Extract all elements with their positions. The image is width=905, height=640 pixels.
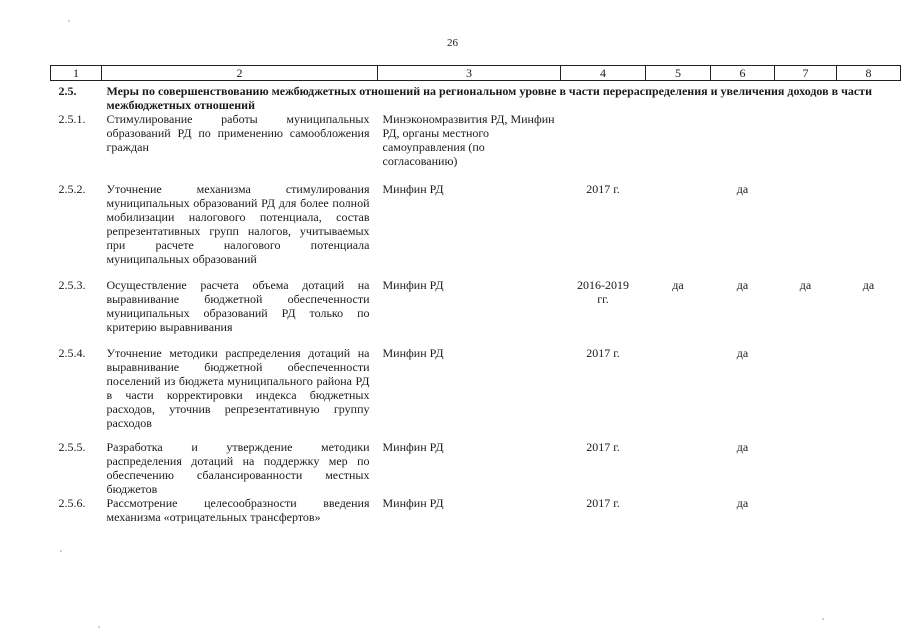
flag-col-8: [837, 182, 901, 278]
table-row: [51, 440, 901, 496]
flag-col-6: да: [736, 182, 749, 196]
col-header-6: 6: [711, 66, 775, 81]
table-row: [51, 496, 901, 530]
flag-col-6: да: [736, 496, 749, 510]
flag-col-7: [775, 496, 837, 530]
section-row: [51, 81, 901, 113]
deadline: 2017 г.: [586, 346, 620, 360]
flag-col-7: [775, 440, 837, 496]
flag-col-5: [646, 496, 711, 530]
table-row: [51, 278, 901, 346]
flag-col-8: [837, 112, 901, 182]
table-row: [51, 182, 901, 278]
col-header-7: 7: [775, 66, 837, 81]
flag-col-6: да: [736, 440, 749, 454]
measure-name: Осуществление расчета объема дотаций на выравнивание бюджетной обеспеченности муниципальных образований РД только по критерию выравнивания: [106, 278, 370, 334]
flag-col-6: да: [736, 346, 749, 360]
flag-col-8: [837, 346, 901, 440]
row-number: 2.5.4.: [58, 346, 86, 360]
measure-name: Стимулирование работы муниципальных образований РД по применению самообложения граждан: [106, 112, 370, 154]
scan-speck: [60, 550, 62, 552]
section-title: Меры по совершенствованию межбюджетных отношений на региональном уровне в части перераспределения и увеличения доходов в части межбюджетных отношений: [106, 84, 872, 112]
deadline: 2017 г.: [586, 182, 620, 196]
flag-col-7: [775, 182, 837, 278]
col-header-5: 5: [646, 66, 711, 81]
measure-name: Уточнение механизма стимулирования муниципальных образований РД для более полной мобилизации налогового потенциала, состав репрезентативных групп налогов, учитываемых при расчете налогового потенциала муниципальных образований: [106, 182, 370, 266]
flag-col-8: [837, 440, 901, 496]
scan-speck: [98, 626, 100, 628]
deadline: [561, 112, 646, 182]
col-header-3: 3: [378, 66, 561, 81]
responsible: Минфин РД: [382, 496, 444, 510]
flag-col-6: да: [736, 278, 749, 292]
col-header-8: 8: [837, 66, 901, 81]
measure-name: Рассмотрение целесообразности введения механизма «отрицательных трансфертов»: [106, 496, 370, 524]
flag-col-5: [646, 182, 711, 278]
flag-col-8: [837, 496, 901, 530]
plan-table: [50, 65, 901, 530]
responsible: Минфин РД: [382, 346, 444, 360]
scan-speck: [822, 618, 824, 620]
measure-name: Разработка и утверждение методики распределения дотаций на поддержку мер по обеспечению сбалансированности местных бюджетов: [106, 440, 370, 496]
flag-col-5: да: [672, 278, 684, 292]
col-header-4: 4: [561, 66, 646, 81]
table-row: [51, 346, 901, 440]
deadline: 2017 г.: [586, 496, 620, 510]
flag-col-5: [646, 346, 711, 440]
page-number: 26: [447, 37, 458, 49]
row-number: 2.5.3.: [58, 278, 86, 292]
table-row: [51, 112, 901, 182]
responsible: Минфин РД: [382, 440, 444, 454]
row-number: 2.5.1.: [58, 112, 86, 126]
measure-name: Уточнение методики распределения дотаций на выравнивание бюджетной обеспеченности поселений из бюджета муниципального района РД в части корректировки индекса бюджетных расходов, уточнив репрезентативную группу расходов: [106, 346, 370, 430]
responsible: Минфин РД: [382, 182, 444, 196]
responsible: Минфин РД: [382, 278, 444, 292]
flag-col-7: [775, 112, 837, 182]
flag-col-7: да: [799, 278, 812, 292]
flag-col-8: да: [862, 278, 875, 292]
flag-col-7: [775, 346, 837, 440]
scan-speck: [68, 20, 70, 22]
col-header-2: 2: [102, 66, 378, 81]
responsible: Минэкономразвития РД, Минфин РД, органы местного самоуправления (по согласованию): [382, 112, 555, 168]
section-number: 2.5.: [58, 84, 77, 98]
deadline: 2016-2019 гг.: [577, 278, 629, 306]
header-row: [51, 66, 901, 81]
deadline: 2017 г.: [586, 440, 620, 454]
row-number: 2.5.6.: [58, 496, 86, 510]
flag-col-6: [711, 112, 775, 182]
col-header-1: 1: [51, 66, 102, 81]
row-number: 2.5.2.: [58, 182, 86, 196]
flag-col-5: [646, 112, 711, 182]
flag-col-5: [646, 440, 711, 496]
row-number: 2.5.5.: [58, 440, 86, 454]
